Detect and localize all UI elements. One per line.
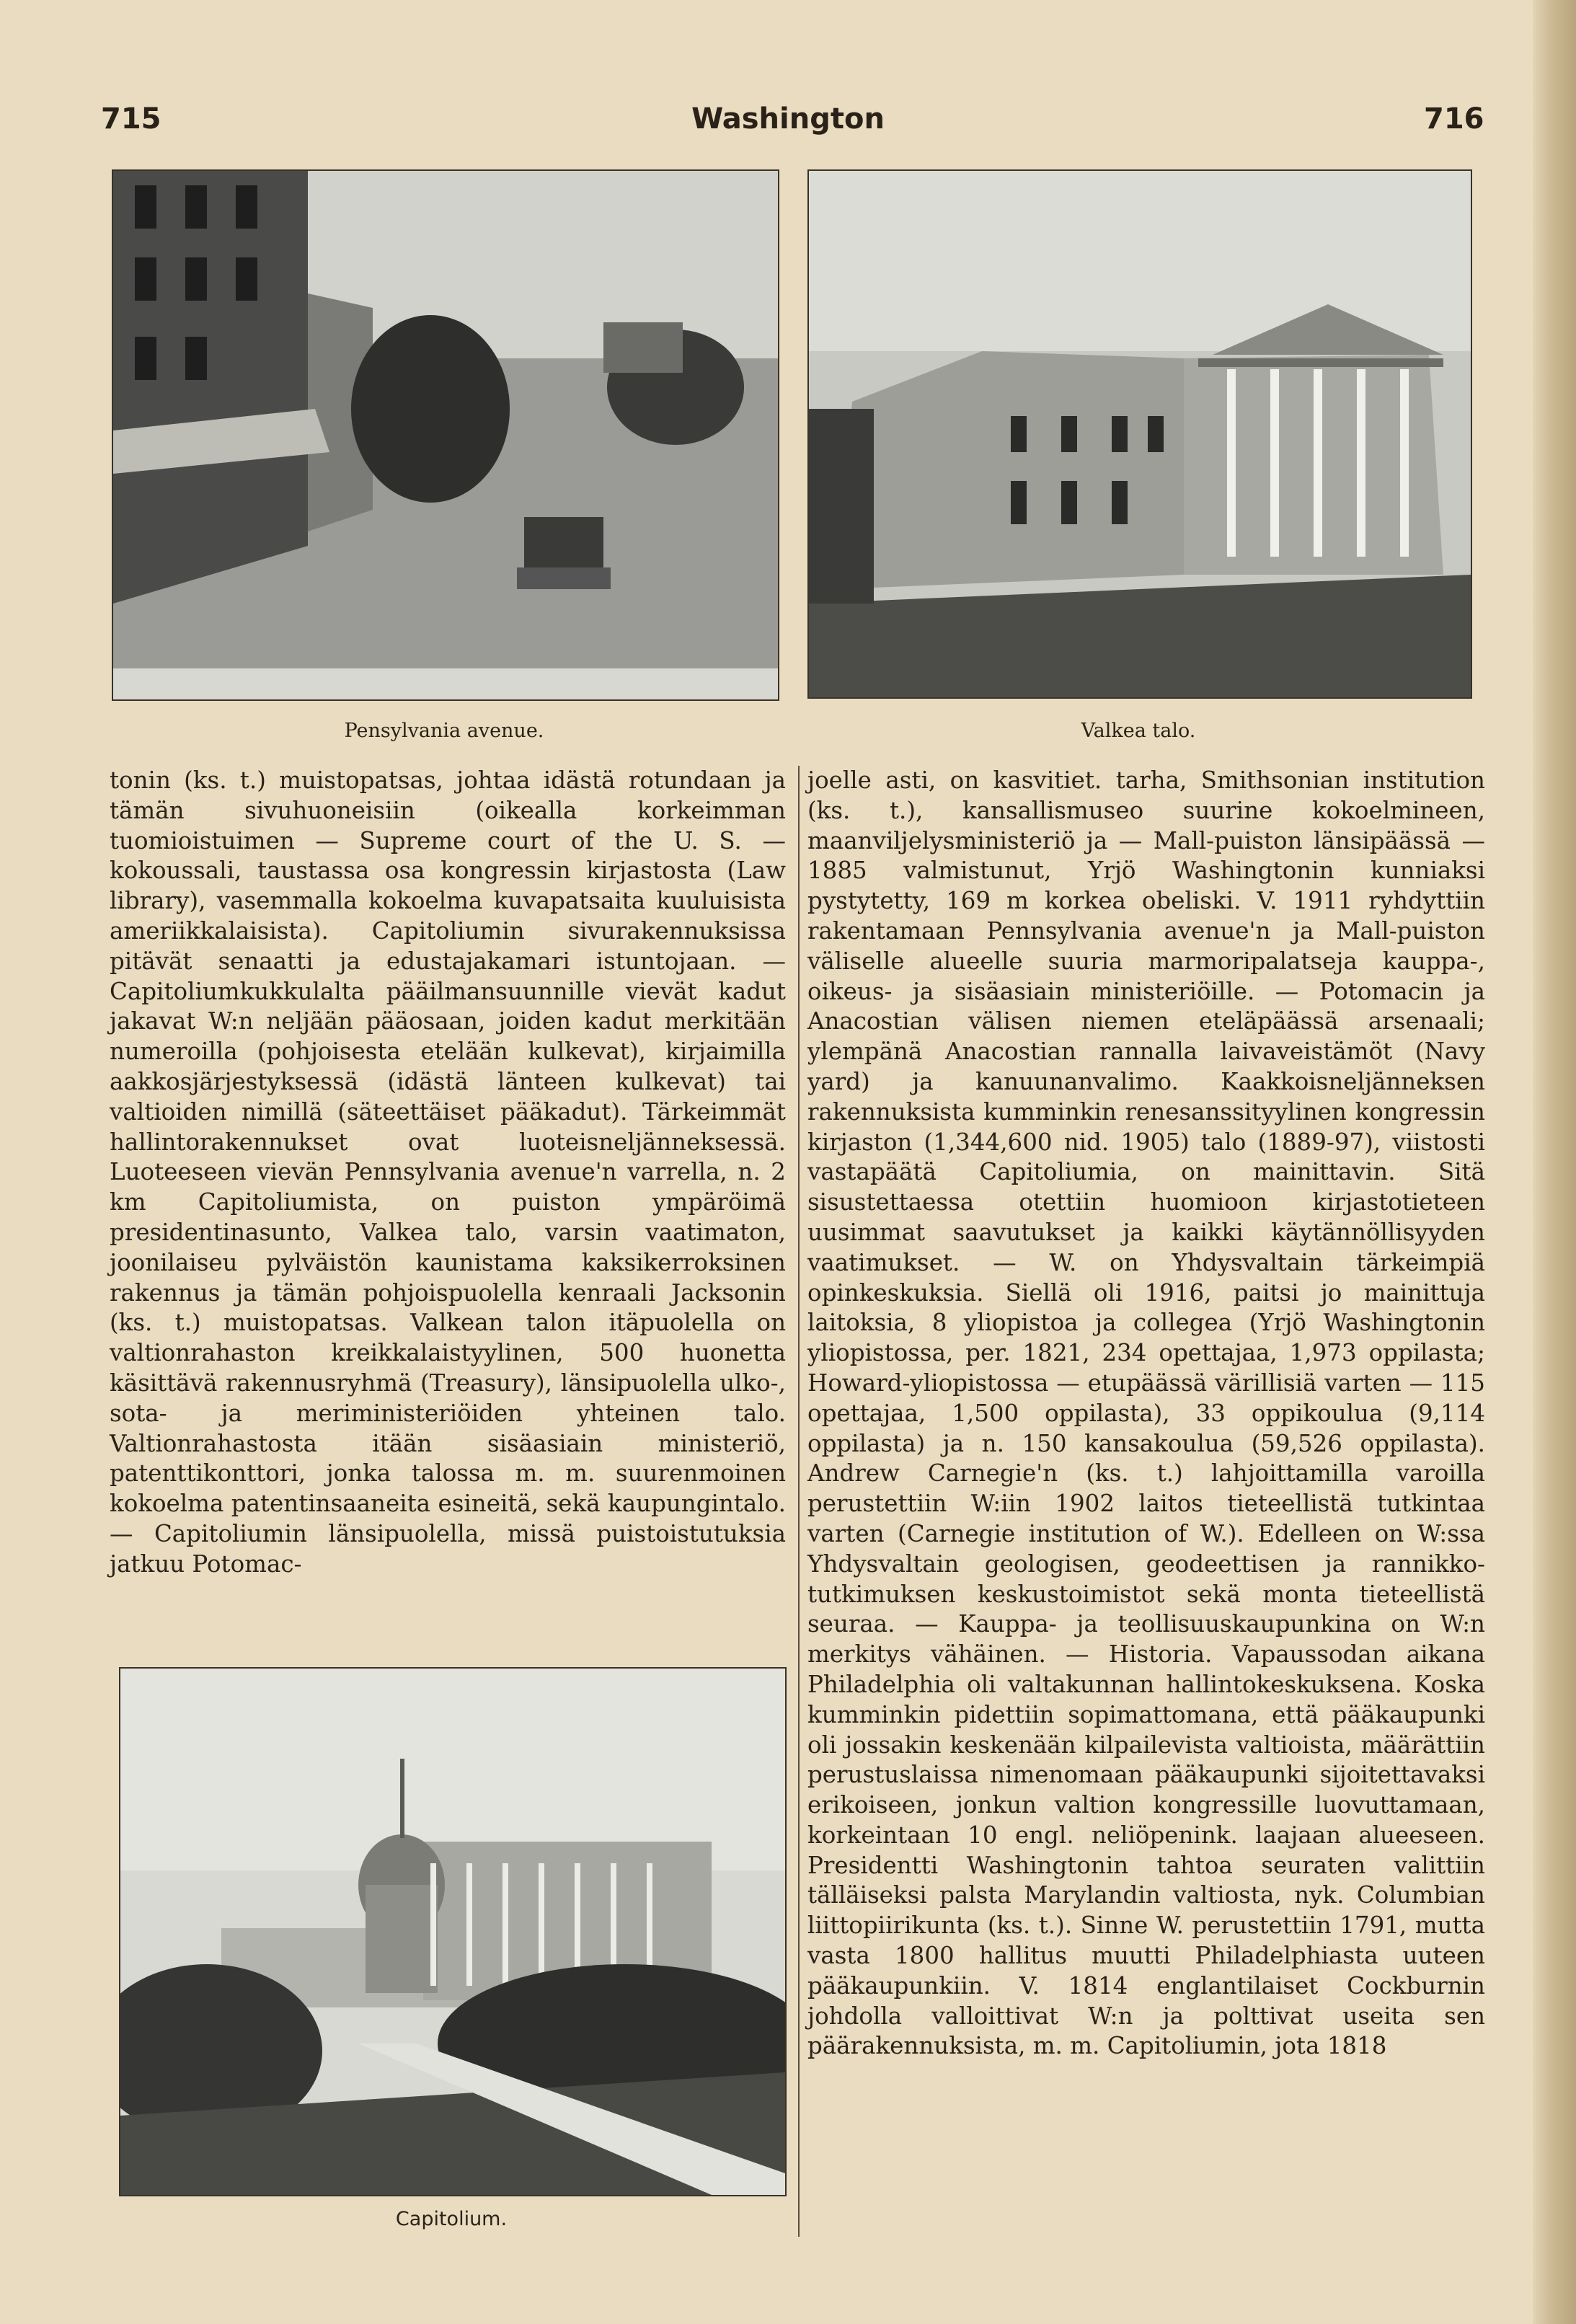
- page-number-right: 716: [1424, 102, 1484, 136]
- photo-white-house: [807, 169, 1472, 699]
- caption-white-house: Valkea talo.: [1081, 720, 1196, 742]
- text-column-right: [807, 766, 1485, 2062]
- body-text-left: tonin (ks. t.) muistopatsas, johtaa idästä rotundaan ja tämän sivuhuoneisiin (oikealla korkeimman tuomioistuimen — Supreme court of the U. S. — kokoussali, taustassa osa kongressin kirjastosta (Law library), vasemmalla kokoelma kuvapatsaita kuuluisista ameriikkalaisista). Capitoliumin sivurakennuksissa pitävät senaatti ja edustajakamari istuntojaan. — Capitoliumkukkulalta pääilmansuunnille vievät kadut jakavat W:n neljään pääosaan, joiden kadut merkitään numeroilla (pohjoisesta etelään kulkevat), kirjaimilla aakkosjärjestyksessä (idästä länteen kulkevat) tai valtioiden nimillä (säteettäiset pääkadut). Tärkeimmät hallintorakennukset ovat luoteisneljänneksessä. Luoteeseen vievän Pennsylvania avenue'n varrella, n. 2 km Capitoliumista, on puiston ympäröimä presidentinasunto, Valkea talo, varsin vaatimaton, joonilaiseu pylväistön kaunistama kaksikerroksinen rakennus ja tämän pohjoispuolella kenraali Jacksonin (ks. t.) muistopatsas. Valkean talon itäpuolella on valtionrahaston kreikkalaistyylinen, 500 huonetta käsittävä rakennusryhmä (Treasury), länsipuolella ulko-, sota- ja meriministeriöiden yhteinen talo. Valtionrahastosta itään sisäasiain ministeriö, patenttikonttori, jonka talossa m. m. suurenmoinen kokoelma patentinsaaneita esineitä, sekä kaupungintalo. — Capitoliumin länsipuolella, missä puistoistutuksia jatkuu Potomac-: [110, 766, 786, 1578]
- photo-pennsylvania-avenue: [112, 169, 779, 701]
- page-number-left: 715: [101, 102, 161, 136]
- text-column-left: [110, 766, 786, 1580]
- caption-capitol: Capitolium.: [395, 2208, 508, 2230]
- photo-capitol: [119, 1667, 787, 2196]
- caption-pennsylvania-avenue: Pensylvania avenue.: [344, 720, 544, 742]
- page-edge: [1533, 0, 1576, 2324]
- body-text-right: joelle asti, on kasvitiet. tarha, Smithsonian institution (ks. t.), kansallismuseo suurine kokoelmineen, maanviljelysministeriö ja — Mall-puiston länsipäässä — 1885 valmistunut, Yrjö Washingtonin kunniaksi pystytetty, 169 m korkea obeliski. V. 1911 ryhdyttiin rakentamaan Pennsylvania avenue'n ja Mall-puiston väliselle alueelle suuria marmoripalatseja kauppa-, oikeus- ja sisäasiain ministeriöille. — Potomacin ja Anacostian välisen niemen eteläpäässä arsenaali; ylempänä Anacostian rannalla laivaveistämöt (Navy yard) ja kanuunanvalimo. Kaakkoisneljänneksen rakennuksista kumminkin renesanssityylinen kongressin kirjaston (1,344,600 nid. 1905) talo (1889-97), viistosti vastapäätä Capitoliumia, on mainittavin. Sitä sisustettaessa otettiin huomioon kirjastotieteen uusimmat saavutukset ja kaikki käytännöllisyyden vaatimukset. — W. on Yhdysvaltain tärkeimpiä opinkeskuksia. Siellä oli 1916, paitsi jo mainittuja laitoksia, 8 yliopistoa ja collegea (Yrjö Washingtonin yliopistossa, per. 1821, 234 opettajaa, 1,973 oppilasta; Howard-yliopistossa — etupäässä värillisiä varten — 115 opettajaa, 1,500 oppilasta), 33 oppikoulua (9,114 oppilasta) ja n. 150 kansakoulua (59,526 oppilasta). Andrew Carnegie'n (ks. t.) lahjoittamilla varoilla perustettiin W:iin 1902 laitos tieteellistä tutkintaa varten (Carnegie institution of W.). Edelleen on W:ssa Yhdysvaltain geologisen, geodeettisen ja rannikko-tutkimuksen keskustoimistot sekä monta tieteellistä seuraa. — Kauppa- ja teollisuuskaupunkina on W:n merkitys vähäinen. — Historia. Vapaussodan aikana Philadelphia oli valtakunnan hallintokeskuksena. Koska kumminkin pidettiin sopimattomana, että pääkaupunki oli jossakin keskenään kilpailevista valtioista, määrättiin perustuslaissa nimenomaan pääkaupunki sijoitettavaksi erikoiseen, jonkun valtion kongressille luovuttamaan, korkeintaan 10 engl. neliöpenink. laajaan alueeseen. Presidentti Washingtonin tahtoa seuraten valittiin tälläiseksi palsta Marylandin valtiosta, nyk. Columbian liittopiirikunta (ks. t.). Sinne W. perustettiin 1791, mutta vasta 1800 hallitus muutti Philadelphiasta uuteen pääkaupunkiin. V. 1814 englantilaiset Cockburnin johdolla valloittivat W:n ja polttivat useita sen päärakennuksista, m. m. Capitoliumin, jota 1818: [807, 766, 1485, 2060]
- running-title: Washington: [691, 102, 885, 136]
- column-rule: [798, 766, 800, 2237]
